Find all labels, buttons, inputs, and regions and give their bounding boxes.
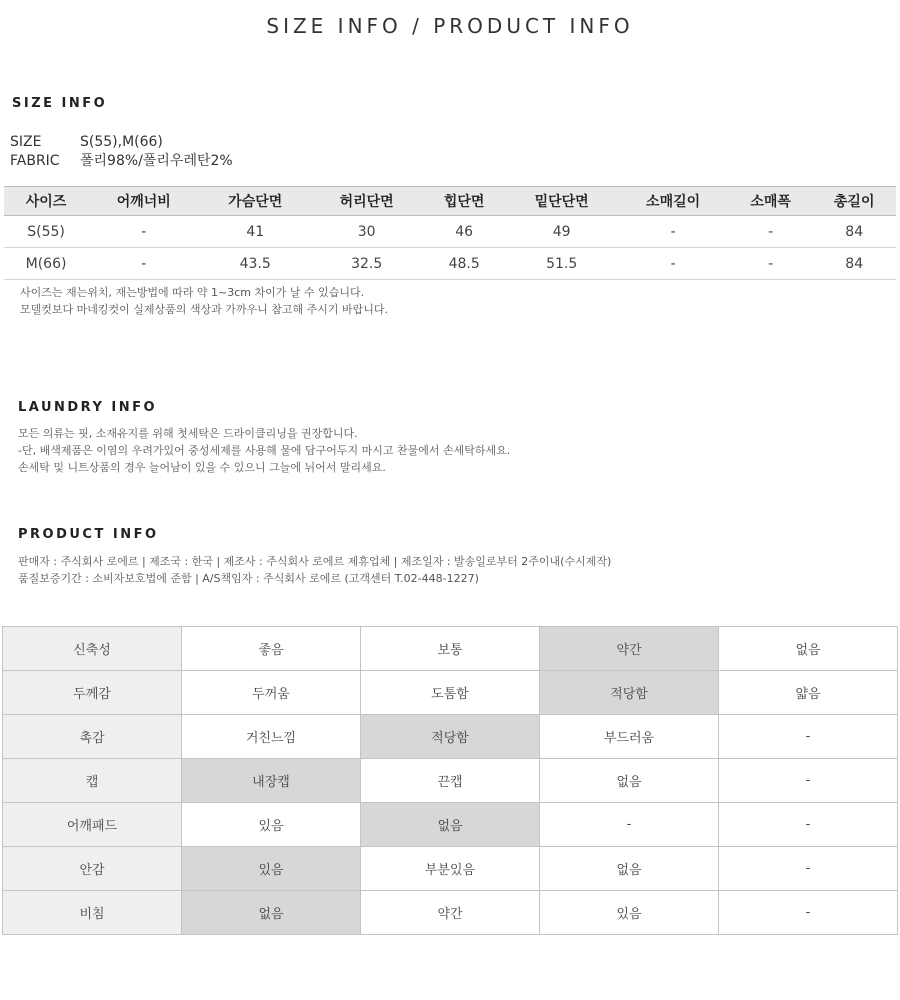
size-table-header-cell: 총길이 xyxy=(812,187,896,216)
size-table-header-cell: 소매폭 xyxy=(729,187,813,216)
quality-option: - xyxy=(719,759,898,803)
size-table-cell: 84 xyxy=(812,216,896,248)
size-table-cell: - xyxy=(88,216,199,248)
size-label: SIZE xyxy=(10,134,42,150)
quality-option-selected: 적당함 xyxy=(540,671,719,715)
size-table-cell: - xyxy=(729,216,813,248)
size-table-cell: 49 xyxy=(506,216,617,248)
laundry-notes xyxy=(18,425,510,476)
quality-row-label: 촉감 xyxy=(3,715,182,759)
quality-row-label: 안감 xyxy=(3,847,182,891)
size-spec-row xyxy=(10,134,163,150)
size-table-cell: 41 xyxy=(200,216,311,248)
quality-row xyxy=(3,847,898,891)
page-title: SIZE INFO / PRODUCT INFO xyxy=(266,14,634,38)
size-table-header-cell: 힙단면 xyxy=(422,187,506,216)
quality-row xyxy=(3,671,898,715)
size-table-cell: 84 xyxy=(812,248,896,280)
quality-option-selected: 약간 xyxy=(540,627,719,671)
quality-option: 있음 xyxy=(540,891,719,935)
size-table-header-cell: 사이즈 xyxy=(4,187,88,216)
quality-option: - xyxy=(719,891,898,935)
size-table-row xyxy=(4,216,896,248)
quality-table xyxy=(2,626,898,935)
quality-option: 있음 xyxy=(182,803,361,847)
quality-option: 보통 xyxy=(361,627,540,671)
quality-option: 약간 xyxy=(361,891,540,935)
fabric-spec-row xyxy=(10,150,233,170)
quality-row xyxy=(3,715,898,759)
size-table-cell: 46 xyxy=(422,216,506,248)
quality-option-selected: 없음 xyxy=(182,891,361,935)
laundry-info-heading: LAUNDRY INFO xyxy=(18,400,158,415)
quality-option: 끈캡 xyxy=(361,759,540,803)
quality-option: 부분있음 xyxy=(361,847,540,891)
size-table-row xyxy=(4,248,896,280)
quality-row-label: 두께감 xyxy=(3,671,182,715)
size-table-header-cell: 밑단단면 xyxy=(506,187,617,216)
quality-option: 얇음 xyxy=(719,671,898,715)
size-table-cell: S(55) xyxy=(4,216,88,248)
quality-option: 없음 xyxy=(540,847,719,891)
size-table-header xyxy=(4,187,896,216)
quality-option: - xyxy=(719,715,898,759)
size-table-cell: 43.5 xyxy=(200,248,311,280)
size-table-cell: - xyxy=(617,248,728,280)
product-notes xyxy=(18,553,611,587)
laundry-note-line: 모든 의류는 핏, 소재유지를 위해 첫세탁은 드라이클리닝을 권장합니다. xyxy=(18,427,358,440)
size-table-cell: - xyxy=(729,248,813,280)
quality-row xyxy=(3,891,898,935)
size-table-cell: 48.5 xyxy=(422,248,506,280)
size-table-cell: - xyxy=(617,216,728,248)
quality-option: 거친느낌 xyxy=(182,715,361,759)
size-table-header-cell: 어깨너비 xyxy=(88,187,199,216)
size-table-header-cell: 가슴단면 xyxy=(200,187,311,216)
size-info-heading: SIZE INFO xyxy=(12,96,108,111)
size-table-cell: M(66) xyxy=(4,248,88,280)
quality-row-label: 캡 xyxy=(3,759,182,803)
quality-option: 좋음 xyxy=(182,627,361,671)
quality-option: 도톰함 xyxy=(361,671,540,715)
size-table-cell: 32.5 xyxy=(311,248,422,280)
quality-option-selected: 있음 xyxy=(182,847,361,891)
product-note-line: 판매자 : 주식회사 로에르 | 제조국 : 한국 | 제조사 : 주식회사 로에르 제휴업체 | 제조일자 : 발송일로부터 2주이내(수시제작) xyxy=(18,555,612,568)
size-table-cell: 30 xyxy=(311,216,422,248)
quality-option: - xyxy=(719,847,898,891)
size-table-header-cell: 허리단면 xyxy=(311,187,422,216)
quality-row xyxy=(3,803,898,847)
quality-option: 부드러움 xyxy=(540,715,719,759)
quality-option: 두꺼움 xyxy=(182,671,361,715)
quality-row xyxy=(3,627,898,671)
size-table xyxy=(4,186,896,280)
size-table-cell: 51.5 xyxy=(506,248,617,280)
quality-row-label: 비침 xyxy=(3,891,182,935)
product-note-line: 품질보증기간 : 소비자보호법에 준함 | A/S책임자 : 주식회사 로에르 (고객센터 T.02-448-1227) xyxy=(18,572,479,585)
laundry-note-line: 손세탁 및 니트상품의 경우 늘어남이 있을 수 있으니 그늘에 뉘어서 말리세요. xyxy=(18,461,386,474)
fabric-value: 폴리98%/폴리우레탄2% xyxy=(80,153,233,169)
quality-option-selected: 적당함 xyxy=(361,715,540,759)
size-note-line: 모델컷보다 마네킹컷이 실제상품의 색상과 가까우니 참고해 주시기 바랍니다. xyxy=(20,303,389,316)
quality-option: 없음 xyxy=(719,627,898,671)
size-note-line: 사이즈는 재는위치, 재는방법에 따라 약 1~3cm 차이가 날 수 있습니다. xyxy=(20,286,365,299)
quality-row-label: 어깨패드 xyxy=(3,803,182,847)
size-notes xyxy=(20,284,388,318)
quality-row xyxy=(3,759,898,803)
quality-row-label: 신축성 xyxy=(3,627,182,671)
product-info-heading: PRODUCT INFO xyxy=(18,527,159,542)
size-value: S(55),M(66) xyxy=(80,134,163,150)
quality-option: - xyxy=(719,803,898,847)
laundry-note-line: -단, 배색제품은 이염의 우려가있어 중성세제를 사용해 물에 담구어두지 마시고 찬물에서 손세탁하세요. xyxy=(18,444,511,457)
quality-option: - xyxy=(540,803,719,847)
fabric-label: FABRIC xyxy=(10,153,60,169)
quality-option: 없음 xyxy=(540,759,719,803)
size-table-cell: - xyxy=(88,248,199,280)
quality-option-selected: 없음 xyxy=(361,803,540,847)
size-table-header-cell: 소매길이 xyxy=(617,187,728,216)
quality-option-selected: 내장캡 xyxy=(182,759,361,803)
